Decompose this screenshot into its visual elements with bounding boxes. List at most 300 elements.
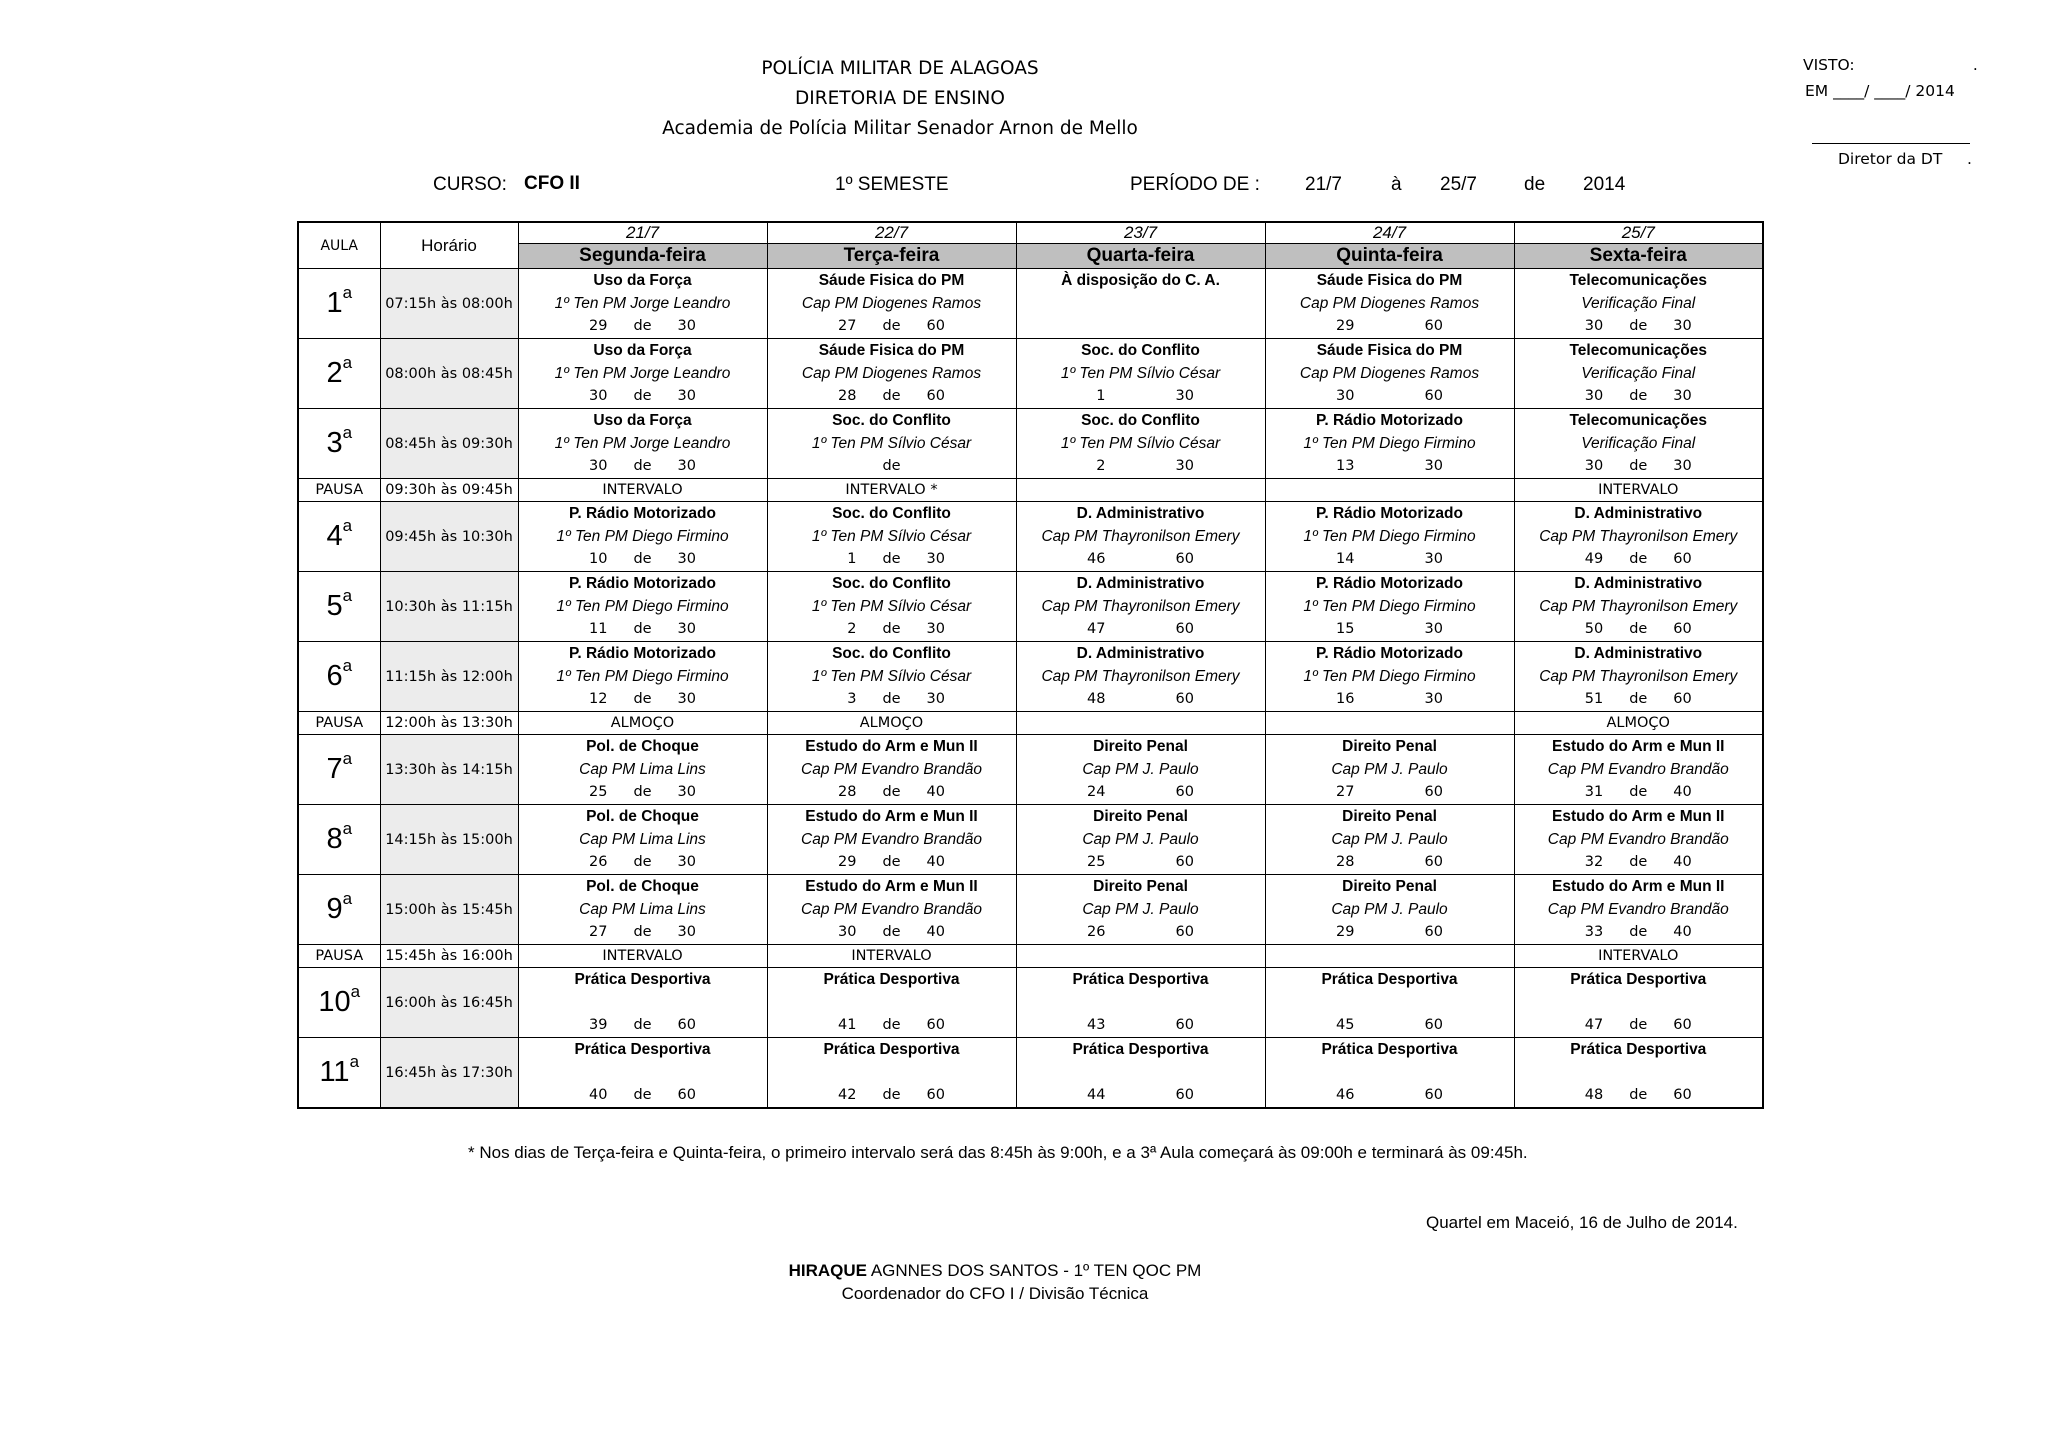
class-cell: [1016, 502, 1265, 572]
subject: Direito Penal: [1342, 878, 1437, 895]
visto-date: EM ____/ ____/ 2014: [1805, 82, 1955, 100]
lesson-count: [1266, 385, 1514, 408]
lesson-of: de: [1629, 1017, 1648, 1033]
lesson-total: 60: [1673, 551, 1692, 567]
subject: Pol. de Choque: [586, 878, 699, 895]
time-range: 15:00h às 15:45h: [380, 875, 518, 945]
lesson-total: 30: [677, 458, 696, 474]
aula-number: [298, 409, 380, 479]
class-cell: [1016, 642, 1265, 712]
lesson-of: de: [633, 784, 652, 800]
visto-block: [1803, 52, 1978, 104]
instructor: Cap PM J. Paulo: [1331, 831, 1448, 848]
pause-cell: INTERVALO: [1514, 945, 1763, 968]
header-line-3: Academia de Polícia Militar Senador Arnon de Mello: [662, 118, 1138, 139]
subject: Estudo do Arm e Mun II: [805, 878, 978, 895]
class-cell: [518, 502, 767, 572]
day-name: Quarta-feira: [1016, 244, 1265, 269]
aula-ordinal: a: [342, 889, 353, 908]
subject: Prática Desportiva: [823, 971, 960, 988]
lesson-current: 3: [847, 691, 857, 707]
lesson-current: 2: [847, 621, 857, 637]
lesson-of: de: [1629, 318, 1648, 334]
lesson-current: 16: [1336, 691, 1355, 707]
lesson-count: [1017, 921, 1265, 944]
class-cell: [767, 1038, 1016, 1109]
instructor: 1º Ten PM Jorge Leandro: [554, 295, 731, 312]
class-cell: [1514, 572, 1763, 642]
subject: Telecomunicações: [1569, 412, 1708, 429]
time-range: 10:30h às 11:15h: [380, 572, 518, 642]
periodo-label: PERÍODO DE :: [1130, 174, 1260, 195]
class-row: [298, 409, 1763, 479]
lesson-total: 60: [926, 388, 945, 404]
lesson-count: [1266, 1084, 1514, 1107]
lesson-total: 60: [1175, 691, 1194, 707]
lesson-current: 29: [1336, 924, 1355, 940]
aula-number-value: 7: [326, 753, 343, 785]
lesson-current: 26: [1087, 924, 1106, 940]
subject: Soc. do Conflito: [832, 575, 951, 592]
lesson-count: [1017, 851, 1265, 874]
instructor: 1º Ten PM Sílvio César: [811, 668, 972, 685]
class-row: [298, 339, 1763, 409]
subject: Prática Desportiva: [1321, 971, 1458, 988]
instructor: Cap PM J. Paulo: [1082, 831, 1199, 848]
pause-label: PAUSA: [298, 479, 380, 502]
instructor: [768, 1061, 1016, 1084]
lesson-count: [1017, 781, 1265, 804]
instructor: Cap PM Thayronilson Emery: [1539, 598, 1738, 615]
lesson-count: [1515, 1084, 1763, 1107]
subject: Estudo do Arm e Mun II: [1551, 878, 1725, 895]
pause-row: [298, 712, 1763, 735]
lesson-of: de: [633, 1017, 652, 1033]
instructor: [1017, 292, 1265, 315]
lesson-current: 27: [838, 318, 857, 334]
table-dayname-row: [298, 244, 1763, 269]
lesson-total: 60: [926, 318, 945, 334]
lesson-count: [1266, 688, 1514, 711]
pause-cell: INTERVALO *: [767, 479, 1016, 502]
time-range: 08:45h às 09:30h: [380, 409, 518, 479]
instructor: [519, 1061, 767, 1084]
instructor: [1017, 991, 1265, 1014]
class-cell: [767, 502, 1016, 572]
pause-cell: INTERVALO: [518, 945, 767, 968]
lesson-count: [1266, 315, 1514, 338]
class-cell: [1016, 875, 1265, 945]
subject: P. Rádio Motorizado: [1316, 412, 1463, 429]
lesson-total: 60: [926, 1087, 945, 1103]
aula-number: [298, 805, 380, 875]
lesson-current: 51: [1584, 691, 1604, 707]
lesson-count: [519, 921, 767, 944]
lesson-total: 60: [1175, 1087, 1194, 1103]
instructor: 1º Ten PM Sílvio César: [811, 435, 972, 452]
lesson-current: 11: [589, 621, 608, 637]
class-cell: [518, 735, 767, 805]
lesson-total: 60: [1175, 854, 1194, 870]
subject: D. Administrativo: [1574, 645, 1703, 662]
lesson-of: de: [1629, 854, 1648, 870]
class-row: [298, 269, 1763, 339]
aula-number: [298, 502, 380, 572]
class-cell: [1265, 339, 1514, 409]
aula-ordinal: a: [342, 516, 353, 535]
instructor: Cap PM Evandro Brandão: [801, 831, 982, 848]
lesson-total: 40: [926, 924, 945, 940]
instructor: Cap PM Thayronilson Emery: [1041, 598, 1240, 615]
lesson-total: 30: [677, 388, 696, 404]
lesson-total: 30: [926, 691, 945, 707]
class-cell: [1265, 968, 1514, 1038]
instructor: Cap PM Diogenes Ramos: [801, 365, 982, 382]
instructor: Cap PM J. Paulo: [1082, 901, 1199, 918]
subject: D. Administrativo: [1574, 505, 1703, 522]
pause-cell: INTERVALO: [518, 479, 767, 502]
instructor: [1266, 991, 1514, 1014]
instructor: [519, 991, 767, 1014]
lesson-total: 60: [1175, 924, 1194, 940]
instructor: 1º Ten PM Diego Firmino: [556, 668, 729, 685]
lesson-of: de: [633, 458, 652, 474]
lesson-count: [768, 688, 1016, 711]
lesson-count: [1515, 1014, 1763, 1037]
subject: D. Administrativo: [1076, 575, 1205, 592]
lesson-count: [1266, 921, 1514, 944]
class-cell: [767, 805, 1016, 875]
class-row: [298, 502, 1763, 572]
subject: Uso da Força: [593, 412, 692, 429]
aula-number-value: 10: [318, 986, 351, 1018]
lesson-current: 13: [1336, 458, 1355, 474]
lesson-current: 1: [1096, 388, 1106, 404]
lesson-total: 60: [1424, 318, 1443, 334]
pause-label: PAUSA: [298, 945, 380, 968]
lesson-count: [1515, 921, 1763, 944]
aula-number: [298, 339, 380, 409]
class-cell: [1265, 502, 1514, 572]
lesson-current: 30: [1584, 458, 1604, 474]
subject: Estudo do Arm e Mun II: [1551, 808, 1725, 825]
class-cell: [1016, 339, 1265, 409]
lesson-total: 60: [1175, 621, 1194, 637]
aula-ordinal: a: [350, 982, 361, 1001]
class-cell: [767, 409, 1016, 479]
aula-number: [298, 269, 380, 339]
class-row: [298, 805, 1763, 875]
signer-name: [0, 1261, 2048, 1281]
lesson-current: 28: [838, 388, 857, 404]
day-name: Segunda-feira: [518, 244, 767, 269]
pause-cell: [1016, 945, 1265, 968]
day-date: 22/7: [767, 222, 1016, 244]
lesson-count: [1266, 455, 1514, 478]
subject: Prática Desportiva: [823, 1041, 960, 1058]
instructor: Cap PM Evandro Brandão: [1547, 761, 1729, 778]
lesson-count: [768, 455, 1016, 478]
lesson-count: [519, 618, 767, 641]
lesson-of: de: [1629, 691, 1648, 707]
class-cell: [1265, 572, 1514, 642]
day-date: 25/7: [1514, 222, 1763, 244]
lesson-of: de: [882, 1017, 901, 1033]
class-cell: [1514, 968, 1763, 1038]
aula-number: [298, 875, 380, 945]
lesson-count: [1515, 315, 1763, 338]
curso-value: CFO II: [524, 173, 580, 194]
lesson-current: 46: [1336, 1087, 1355, 1103]
lesson-count: [1515, 781, 1763, 804]
aula-number: [298, 1038, 380, 1109]
instructor: [1515, 1061, 1763, 1084]
pause-cell: ALMOÇO: [1514, 712, 1763, 735]
lesson-total: 30: [677, 621, 696, 637]
pause-row: [298, 479, 1763, 502]
lesson-current: 30: [1336, 388, 1355, 404]
pause-label: PAUSA: [298, 712, 380, 735]
subject: Prática Desportiva: [574, 1041, 711, 1058]
lesson-total: 30: [1673, 388, 1692, 404]
lesson-current: 43: [1087, 1017, 1106, 1033]
time-range: 11:15h às 12:00h: [380, 642, 518, 712]
class-cell: [767, 875, 1016, 945]
instructor: 1º Ten PM Sílvio César: [811, 528, 972, 545]
class-cell: [518, 339, 767, 409]
class-cell: [1514, 1038, 1763, 1109]
lesson-current: 25: [1087, 854, 1106, 870]
aula-number-value: 2: [326, 357, 343, 389]
day-date: 24/7: [1265, 222, 1514, 244]
subject: Telecomunicações: [1569, 272, 1708, 289]
curso-label: CURSO:: [433, 174, 507, 195]
subject: Direito Penal: [1093, 808, 1188, 825]
aula-number: [298, 642, 380, 712]
lesson-of: de: [882, 458, 901, 474]
lesson-current: 29: [1336, 318, 1355, 334]
instructor: 1º Ten PM Sílvio César: [1060, 435, 1221, 452]
pause-row: [298, 945, 1763, 968]
pause-cell: ALMOÇO: [518, 712, 767, 735]
lesson-current: 29: [589, 318, 608, 334]
lesson-total: 60: [677, 1087, 696, 1103]
aula-header: AULA: [298, 222, 380, 269]
aula-ordinal: a: [342, 353, 353, 372]
aula-ordinal: a: [342, 586, 353, 605]
day-name: Terça-feira: [767, 244, 1016, 269]
lesson-current: 33: [1584, 924, 1604, 940]
lesson-count: [768, 1084, 1016, 1107]
lesson-of: de: [633, 388, 652, 404]
lesson-total: 60: [1673, 1087, 1692, 1103]
class-cell: [767, 269, 1016, 339]
aula-ordinal: a: [349, 1052, 360, 1071]
lesson-of: de: [633, 551, 652, 567]
table-date-row: [298, 222, 1763, 244]
aula-number-value: 9: [326, 893, 343, 925]
aula-ordinal: a: [342, 749, 353, 768]
lesson-count: [519, 455, 767, 478]
subject: P. Rádio Motorizado: [569, 505, 716, 522]
subject: Uso da Força: [593, 272, 692, 289]
instructor: Cap PM J. Paulo: [1331, 761, 1448, 778]
lesson-current: 10: [589, 551, 608, 567]
lesson-count: [768, 851, 1016, 874]
lesson-current: 47: [1087, 621, 1106, 637]
lesson-current: 28: [1336, 854, 1355, 870]
class-cell: [518, 572, 767, 642]
subject: Uso da Força: [593, 342, 692, 359]
header-line-2: DIRETORIA DE ENSINO: [795, 88, 1005, 109]
class-cell: [1265, 875, 1514, 945]
lesson-count: [519, 548, 767, 571]
time-range: 13:30h às 14:15h: [380, 735, 518, 805]
schedule-table: [297, 221, 1764, 1109]
subject: Sáude Fisica do PM: [1316, 272, 1463, 289]
header-line-1: POLÍCIA MILITAR DE ALAGOAS: [761, 58, 1039, 79]
class-cell: [1265, 409, 1514, 479]
subject: P. Rádio Motorizado: [569, 645, 716, 662]
pause-cell: ALMOÇO: [767, 712, 1016, 735]
class-cell: [1514, 735, 1763, 805]
instructor: Cap PM Evandro Brandão: [801, 761, 982, 778]
lesson-current: 15: [1336, 621, 1355, 637]
class-cell: [1016, 968, 1265, 1038]
class-cell: [518, 875, 767, 945]
lesson-count: [519, 385, 767, 408]
lesson-of: de: [1629, 388, 1648, 404]
lesson-count: [1017, 1084, 1265, 1107]
class-cell: [1016, 805, 1265, 875]
instructor: [768, 991, 1016, 1014]
instructor: 1º Ten PM Jorge Leandro: [554, 435, 731, 452]
lesson-count: [1017, 1014, 1265, 1037]
instructor: Cap PM Lima Lins: [579, 761, 706, 778]
lesson-total: 60: [1424, 388, 1443, 404]
subject: Soc. do Conflito: [1081, 342, 1200, 359]
lesson-count: [519, 851, 767, 874]
time-range: 07:15h às 08:00h: [380, 269, 518, 339]
pause-cell: INTERVALO: [767, 945, 1016, 968]
instructor: 1º Ten PM Jorge Leandro: [554, 365, 731, 382]
aula-number: [298, 968, 380, 1038]
periodo-from: 21/7: [1305, 174, 1342, 195]
time-range: 14:15h às 15:00h: [380, 805, 518, 875]
lesson-current: 29: [838, 854, 857, 870]
instructor: 1º Ten PM Diego Firmino: [1303, 668, 1476, 685]
pause-cell: [1265, 479, 1514, 502]
class-cell: [518, 968, 767, 1038]
periodo-de: de: [1524, 174, 1546, 195]
lesson-count: [1017, 548, 1265, 571]
lesson-current: 47: [1584, 1017, 1604, 1033]
lesson-of: de: [1629, 1087, 1648, 1103]
lesson-of: de: [1629, 621, 1648, 637]
time-range: 12:00h às 13:30h: [380, 712, 518, 735]
pause-cell: [1016, 479, 1265, 502]
lesson-count: [768, 548, 1016, 571]
instructor: 1º Ten PM Sílvio César: [1060, 365, 1221, 382]
lesson-of: de: [882, 784, 901, 800]
lesson-of: de: [882, 318, 901, 334]
class-row: [298, 875, 1763, 945]
lesson-current: 28: [838, 784, 857, 800]
lesson-total: 60: [1673, 691, 1692, 707]
lesson-total: 60: [1673, 1017, 1692, 1033]
aula-number-value: 6: [326, 660, 343, 692]
lesson-count: [1515, 618, 1763, 641]
subject: P. Rádio Motorizado: [1316, 645, 1463, 662]
class-cell: [1514, 409, 1763, 479]
place-date: Quartel em Maceió, 16 de Julho de 2014.: [1426, 1213, 1738, 1232]
class-cell: [1514, 805, 1763, 875]
lesson-current: 40: [589, 1087, 608, 1103]
instructor: Verificação Final: [1581, 435, 1696, 452]
visto-label: VISTO: .: [1803, 56, 1978, 74]
lesson-current: 30: [1584, 318, 1604, 334]
subject: Prática Desportiva: [1072, 971, 1209, 988]
lesson-current: 32: [1584, 854, 1604, 870]
lesson-current: 24: [1087, 784, 1106, 800]
lesson-total: 30: [926, 551, 945, 567]
subject: Direito Penal: [1342, 738, 1437, 755]
subject: Prática Desportiva: [574, 971, 711, 988]
aula-number: [298, 735, 380, 805]
lesson-of: de: [1629, 458, 1648, 474]
pause-cell: [1265, 945, 1514, 968]
subject: D. Administrativo: [1574, 575, 1703, 592]
instructor: 1º Ten PM Sílvio César: [811, 598, 972, 615]
lesson-count: [1017, 315, 1265, 338]
semestre: 1º SEMESTE: [835, 174, 949, 195]
lesson-total: 30: [677, 854, 696, 870]
lesson-count: [1017, 688, 1265, 711]
lesson-of: de: [882, 691, 901, 707]
subject: Direito Penal: [1342, 808, 1437, 825]
pause-cell: INTERVALO: [1514, 479, 1763, 502]
aula-ordinal: a: [342, 423, 353, 442]
lesson-count: [768, 618, 1016, 641]
class-cell: [1265, 1038, 1514, 1109]
lesson-current: 31: [1584, 784, 1604, 800]
lesson-total: 60: [1424, 784, 1443, 800]
instructor: Cap PM Thayronilson Emery: [1041, 528, 1240, 545]
lesson-count: [519, 315, 767, 338]
lesson-current: 46: [1087, 551, 1106, 567]
lesson-count: [1266, 548, 1514, 571]
signer-name-bold: HIRAQUE: [788, 1261, 868, 1280]
lesson-total: 30: [1424, 621, 1443, 637]
class-cell: [1016, 1038, 1265, 1109]
class-cell: [1514, 269, 1763, 339]
lesson-count: [519, 688, 767, 711]
lesson-current: 45: [1336, 1017, 1355, 1033]
aula-ordinal: a: [342, 819, 353, 838]
lesson-count: [768, 385, 1016, 408]
lesson-current: 27: [1336, 784, 1355, 800]
class-cell: [518, 642, 767, 712]
lesson-count: [1515, 455, 1763, 478]
instructor: Cap PM Evandro Brandão: [1547, 901, 1729, 918]
lesson-count: [1266, 1014, 1514, 1037]
time-range: 16:45h às 17:30h: [380, 1038, 518, 1109]
lesson-count: [519, 1084, 767, 1107]
lesson-total: 30: [677, 691, 696, 707]
lesson-current: 41: [838, 1017, 857, 1033]
instructor: Cap PM Diogenes Ramos: [801, 295, 982, 312]
lesson-total: 30: [677, 784, 696, 800]
